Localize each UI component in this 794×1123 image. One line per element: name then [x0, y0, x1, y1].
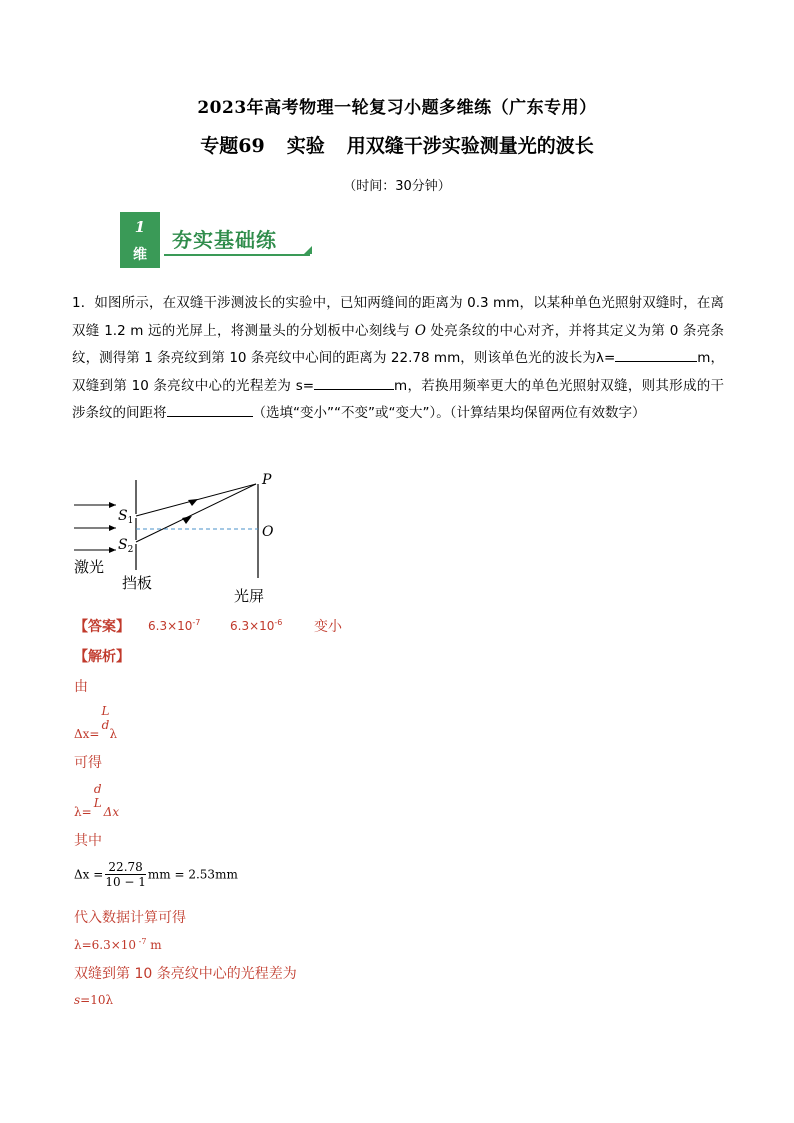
badge-corner [304, 246, 312, 254]
formula-3: Δx = $\frac{22.78}{10 - 1}$ mm = 2.53mm [74, 860, 238, 889]
label-laser: 激光 [74, 558, 105, 576]
document-title: 2023年高考物理一轮复习小题多维练（广东专用） [197, 98, 597, 118]
formula-4: λ=6.3×10 $^{-7}$ m [74, 937, 162, 952]
topic-type: 实验 [286, 135, 325, 157]
analysis-line-2: 可得 [74, 755, 102, 771]
badge-number: 1 [134, 218, 146, 236]
question-part2: 处亮条纹的中心对齐，并将其定义为第 0 条亮条纹，测得第 1 条亮纹到第 10 条亮纹中心间的距离为 22.78 mm，则该单色光的波长为λ= [72, 322, 724, 366]
answer-label: 【答案】 [74, 619, 130, 635]
double-slit-diagram [72, 470, 292, 610]
analysis-line-1: 由 [74, 679, 88, 695]
analysis-line-5: 双缝到第 10 条亮纹中心的光程差为 [74, 966, 297, 982]
question-part3: m，双缝到第 10 条亮纹中心的光程差为 s= [72, 350, 724, 394]
section-badge [120, 212, 316, 268]
ray-s1-arrowhead [188, 499, 198, 506]
question-part4: m，若换用频率更大的单色光照射双缝，则其形成的干涉条纹的间距将 [72, 377, 724, 421]
formula-1: Δx= L d λ [74, 704, 118, 741]
ray-s2-arrowhead [182, 516, 192, 524]
section-title: 夯实基础练 [172, 228, 277, 252]
topic-number: 专题69 [200, 135, 265, 157]
question-part1: 1．如图所示，在双缝干涉测波长的实验中，已知两缝间的距离为 0.3 mm，以某种单色光照射双缝时，在离双缝 1.2 m 远的光屏上，将测量头的分划板中心刻线与 [72, 295, 724, 339]
answer-3: 变小 [314, 619, 342, 635]
formula-5: s=10λ [74, 993, 114, 1007]
answer-1: $6.3\times 10^{-7}$ [148, 618, 201, 633]
badge-dim: 维 [133, 247, 147, 263]
answer-2: $6.3\times 10^{-6}$ [230, 618, 283, 633]
label-o: O [262, 524, 274, 540]
badge-tag [120, 212, 160, 268]
formula-2: λ= d L Δx [74, 782, 120, 819]
label-screen: 光屏 [234, 587, 265, 605]
label-s2: $S_2$ [118, 537, 134, 555]
label-baffle: 挡板 [122, 574, 153, 592]
blank-path-difference[interactable] [314, 375, 394, 390]
ray-s2 [136, 484, 256, 542]
blank-wavelength[interactable] [615, 347, 697, 362]
question-text [72, 290, 724, 428]
time-limit: （时间：30分钟） [343, 179, 451, 194]
badge-underline [164, 254, 310, 256]
topic-title [0, 131, 794, 158]
analysis-label: 【解析】 [74, 649, 130, 665]
blank-fringe-spacing[interactable] [167, 402, 253, 417]
analysis-line-3: 其中 [74, 833, 102, 849]
label-p: P [262, 472, 272, 488]
topic-name: 用双缝干涉实验测量光的波长 [346, 135, 594, 157]
question-part5: （选填“变小”“不变”或“变大”）。（计算结果均保留两位有效数字） [252, 405, 646, 421]
label-s1: $S_1$ [118, 508, 134, 526]
point-o-symbol: O [414, 322, 426, 339]
analysis-line-4: 代入数据计算可得 [74, 910, 186, 926]
